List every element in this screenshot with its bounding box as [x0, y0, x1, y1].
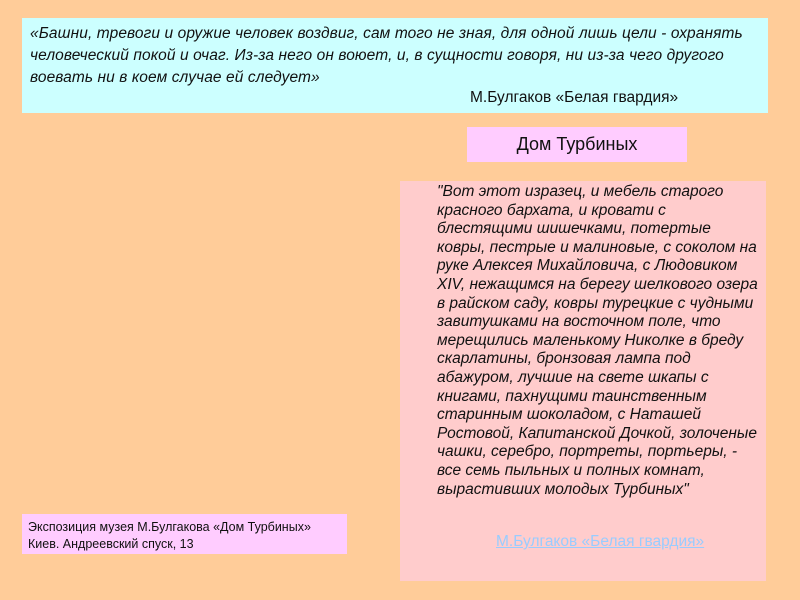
epigraph-author: М.Булгаков «Белая гвардия» [470, 89, 679, 106]
excerpt-box [400, 181, 766, 581]
excerpt-text: "Вот этот изразец, и мебель старого красного бархата, и кровати с блестящими шишечками, потертые ковры, пестрые и малиновые, с соколом на руке Алексея Михайловича, с Людовиком XIV, нежащимся на берегу шелкового озера в райском саду, ковры турецкие с чудными завитушками на восточном поле, что мерещились маленькому Николке в бреду скарлатины, бронзовая лампа под абажуром, лучшие на свете шкапы с книгами, пахнущими таинственным старинным шоколадом, с Наташей Ростовой, Капитанской Дочкой, золоченые чашки, серебро, портреты, портьеры, - все семь пыльных и полных комнат, вырастивших молодых Турбиных" [437, 183, 758, 498]
museum-caption [22, 514, 347, 554]
epigraph-quote-box [22, 18, 768, 113]
caption-line-1: Экспозиция музея М.Булгакова «Дом Турбиных» [28, 520, 311, 534]
slide-title: Дом Турбиных [467, 127, 687, 162]
epigraph-quote-text: «Башни, тревоги и оружие человек воздвиг, сам того не зная, для одной лишь цели - охранять человеческий покой и очаг. Из-за него он воюет, и, в сущности говоря, ни из-за чего другого воевать ни в коем случае ей следует» [30, 25, 743, 86]
excerpt-source-link[interactable]: М.Булгаков «Белая гвардия» [496, 533, 705, 550]
caption-line-2: Киев. Андреевский спуск, 13 [28, 536, 194, 551]
